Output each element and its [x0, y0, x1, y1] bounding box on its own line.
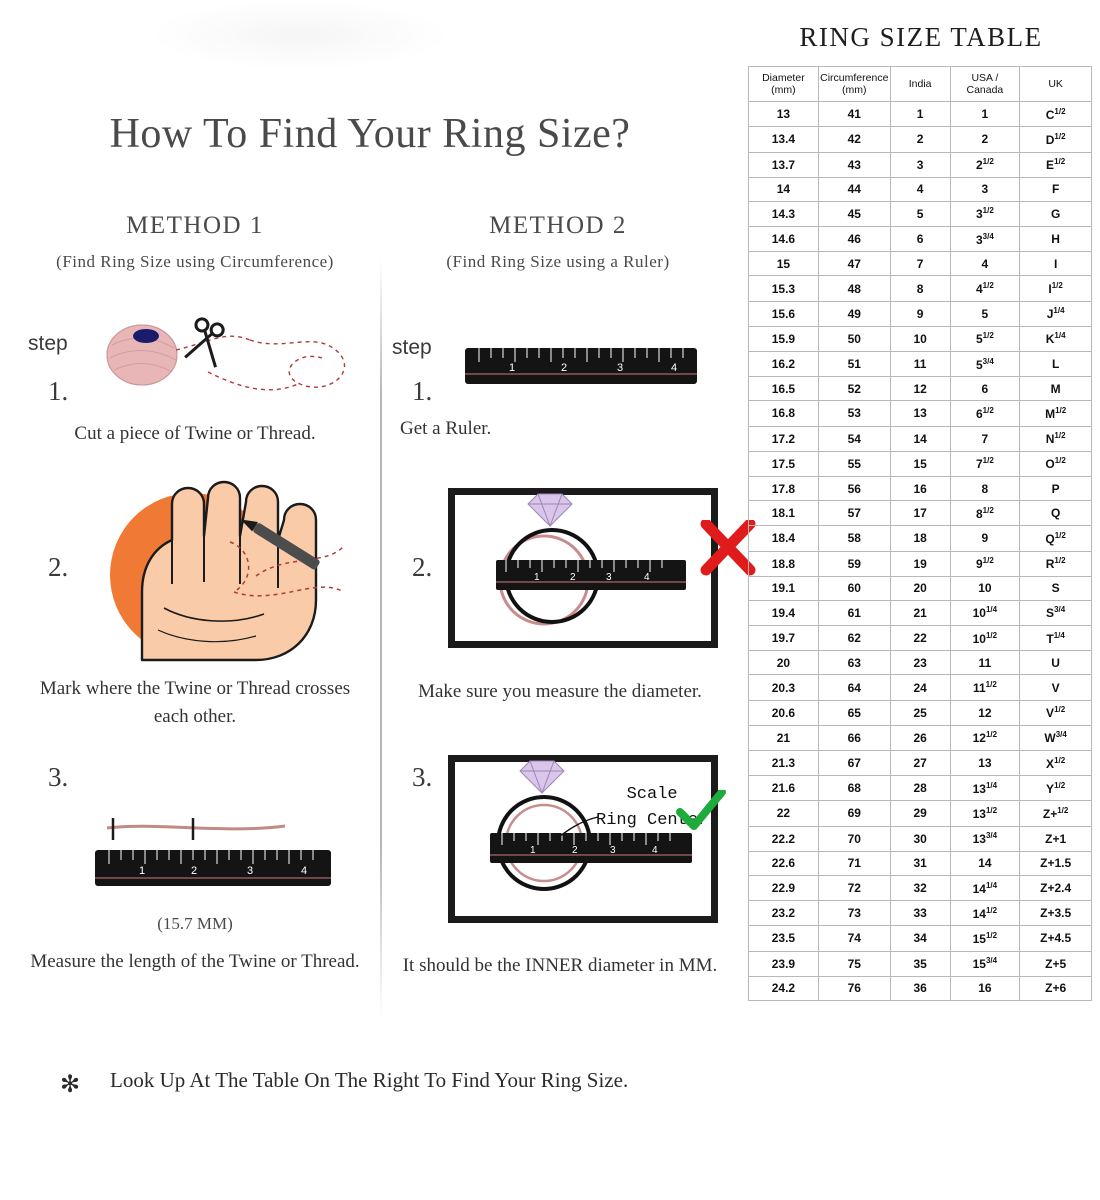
table-cell-1: 20.3: [749, 675, 819, 700]
table-cell-2: 73: [818, 901, 890, 926]
table-cell-4: 12: [950, 700, 1020, 725]
table-body: [749, 102, 1092, 1001]
table-cell-5: $J^{1/4}$: [1020, 301, 1092, 326]
table-cell-2: 49: [818, 301, 890, 326]
table-cell-2: 60: [818, 576, 890, 600]
table-cell-2: 71: [818, 851, 890, 875]
table-column-header-1: Diameter (mm): [749, 67, 819, 102]
table-cell-5: Z+3.5: [1020, 901, 1092, 926]
table-cell-5: Z+$^{1/2}$: [1020, 801, 1092, 826]
table-cell-2: 51: [818, 352, 890, 377]
table-cell-5: $V^{1/2}$: [1020, 700, 1092, 725]
table-cell-5: V: [1020, 675, 1092, 700]
table-row: [749, 675, 1092, 700]
table-cell-4: $8^{1/2}$: [950, 501, 1020, 526]
table-cell-5: S: [1020, 576, 1092, 600]
table-cell-4: 9: [950, 526, 1020, 551]
svg-text:3: 3: [617, 362, 624, 374]
table-row: [749, 725, 1092, 750]
table-cell-5: $K^{1/4}$: [1020, 326, 1092, 351]
svg-text:2: 2: [561, 362, 568, 374]
table-cell-3: 6: [890, 227, 950, 252]
method-1-step-word: step: [28, 332, 68, 355]
table-cell-4: $13^{1/4}$: [950, 776, 1020, 801]
table-cell-5: $O^{1/2}$: [1020, 451, 1092, 476]
table-cell-2: 50: [818, 326, 890, 351]
table-cell-4: $2^{1/2}$: [950, 152, 1020, 177]
table-cell-5: $C^{1/2}$: [1020, 102, 1092, 127]
svg-text:4: 4: [644, 572, 650, 583]
table-cell-4: $6^{1/2}$: [950, 401, 1020, 426]
table-cell-2: 54: [818, 426, 890, 451]
table-cell-2: 67: [818, 751, 890, 776]
incorrect-measurement-diagram: [448, 488, 718, 648]
table-cell-1: 20: [749, 651, 819, 675]
table-row: [749, 451, 1092, 476]
table-row: [749, 501, 1092, 526]
table-cell-4: 7: [950, 426, 1020, 451]
table-cell-2: 68: [818, 776, 890, 801]
method-1-measurement-note: (15.7 MM): [157, 914, 233, 933]
table-cell-2: 56: [818, 476, 890, 500]
svg-text:2: 2: [570, 572, 576, 583]
table-cell-4: 13: [950, 751, 1020, 776]
method-1-title: METHOD 1: [126, 212, 264, 239]
table-cell-4: 2: [950, 127, 1020, 152]
method-1-step-3-number: 3.: [48, 762, 69, 792]
table-cell-4: 16: [950, 976, 1020, 1000]
twine-and-scissors-illustration: [100, 300, 370, 410]
table-cell-4: 6: [950, 377, 1020, 401]
method-2-step-1-caption: Get a Ruler.: [400, 418, 492, 439]
table-cell-2: 61: [818, 600, 890, 625]
table-row: [749, 826, 1092, 851]
table-cell-5: Z+2.4: [1020, 875, 1092, 900]
table-cell-3: 17: [890, 501, 950, 526]
table-cell-4: $10^{1/2}$: [950, 626, 1020, 651]
table-cell-3: 9: [890, 301, 950, 326]
method-1-step-3-caption: Measure the length of the Twine or Thread.: [30, 951, 360, 972]
table-row: [749, 901, 1092, 926]
asterisk-icon: ✻: [60, 1072, 81, 1098]
ring-size-table: [748, 66, 1092, 1001]
table-cell-5: Z+4.5: [1020, 926, 1092, 951]
svg-text:1: 1: [534, 572, 540, 583]
table-row: [749, 526, 1092, 551]
footnote: [60, 1068, 720, 1098]
table-cell-3: 25: [890, 700, 950, 725]
svg-text:4: 4: [652, 845, 658, 856]
table-cell-2: 62: [818, 626, 890, 651]
method-1-subtitle: (Find Ring Size using Circumference): [56, 252, 334, 271]
scale-label-line-1: Scale: [626, 785, 678, 804]
table-cell-5: $R^{1/2}$: [1020, 551, 1092, 576]
table-cell-4: $4^{1/2}$: [950, 276, 1020, 301]
table-cell-5: I: [1020, 252, 1092, 276]
table-cell-2: 42: [818, 127, 890, 152]
table-cell-1: 15.6: [749, 301, 819, 326]
table-cell-3: 27: [890, 751, 950, 776]
correct-check-icon: [676, 790, 726, 834]
table-cell-3: 13: [890, 401, 950, 426]
table-cell-5: P: [1020, 476, 1092, 500]
table-cell-3: 2: [890, 127, 950, 152]
table-cell-1: 19.4: [749, 600, 819, 625]
table-cell-4: 1: [950, 102, 1020, 127]
table-cell-2: 52: [818, 377, 890, 401]
table-cell-2: 69: [818, 801, 890, 826]
table-cell-4: 5: [950, 301, 1020, 326]
table-cell-3: 35: [890, 951, 950, 976]
svg-text:3: 3: [247, 865, 254, 877]
svg-text:1: 1: [509, 362, 516, 374]
table-cell-4: $15^{1/2}$: [950, 926, 1020, 951]
table-cell-4: 4: [950, 252, 1020, 276]
table-cell-4: $5^{3/4}$: [950, 352, 1020, 377]
svg-text:3: 3: [610, 845, 616, 856]
table-row: [749, 301, 1092, 326]
table-row: [749, 102, 1092, 127]
table-cell-3: 19: [890, 551, 950, 576]
table-cell-1: 17.2: [749, 426, 819, 451]
table-cell-3: 23: [890, 651, 950, 675]
table-row: [749, 976, 1092, 1000]
thread-measure-ruler-illustration: [95, 812, 345, 907]
table-row: [749, 252, 1092, 276]
table-row: [749, 651, 1092, 675]
table-cell-1: 14.3: [749, 201, 819, 226]
table-row: [749, 551, 1092, 576]
table-cell-5: $M^{1/2}$: [1020, 401, 1092, 426]
table-cell-2: 70: [818, 826, 890, 851]
table-row: [749, 177, 1092, 201]
table-cell-5: H: [1020, 227, 1092, 252]
table-cell-1: 14: [749, 177, 819, 201]
table-cell-3: 30: [890, 826, 950, 851]
table-cell-4: $15^{3/4}$: [950, 951, 1020, 976]
table-cell-1: 16.5: [749, 377, 819, 401]
table-cell-1: 15.9: [749, 326, 819, 351]
table-cell-2: 53: [818, 401, 890, 426]
table-row: [749, 751, 1092, 776]
table-row: [749, 276, 1092, 301]
svg-text:1: 1: [530, 845, 536, 856]
table-column-header-3: India: [890, 67, 950, 102]
method-2-step-3-caption: It should be the INNER diameter in MM.: [402, 955, 718, 976]
table-row: [749, 401, 1092, 426]
table-cell-2: 59: [818, 551, 890, 576]
table-cell-1: 14.6: [749, 227, 819, 252]
svg-text:3: 3: [606, 572, 612, 583]
table-row: [749, 201, 1092, 226]
table-cell-2: 63: [818, 651, 890, 675]
table-row: [749, 951, 1092, 976]
table-cell-1: 19.7: [749, 626, 819, 651]
table-cell-3: 33: [890, 901, 950, 926]
table-cell-1: 16.2: [749, 352, 819, 377]
table-cell-2: 45: [818, 201, 890, 226]
table-cell-3: 29: [890, 801, 950, 826]
method-2-step-1-number: 1.: [412, 376, 433, 406]
table-cell-3: 15: [890, 451, 950, 476]
table-cell-2: 64: [818, 675, 890, 700]
table-cell-4: $12^{1/2}$: [950, 725, 1020, 750]
table-cell-2: 55: [818, 451, 890, 476]
table-cell-2: 65: [818, 700, 890, 725]
table-cell-5: $N^{1/2}$: [1020, 426, 1092, 451]
table-row: [749, 377, 1092, 401]
table-cell-2: 58: [818, 526, 890, 551]
table-cell-1: 21: [749, 725, 819, 750]
table-cell-1: 17.5: [749, 451, 819, 476]
table-row: [749, 476, 1092, 500]
table-cell-3: 18: [890, 526, 950, 551]
table-cell-4: $7^{1/2}$: [950, 451, 1020, 476]
table-cell-4: 10: [950, 576, 1020, 600]
method-1-step-2-caption: Mark where the Twine or Thread crosses each other.: [39, 678, 351, 727]
ring-size-table-panel: [742, 0, 1100, 1200]
table-row: [749, 326, 1092, 351]
table-cell-5: $Q^{1/2}$: [1020, 526, 1092, 551]
table-cell-5: M: [1020, 377, 1092, 401]
table-cell-3: 34: [890, 926, 950, 951]
correct-measurement-diagram: [448, 755, 718, 923]
table-cell-1: 19.1: [749, 576, 819, 600]
table-cell-1: 18.1: [749, 501, 819, 526]
svg-text:4: 4: [671, 362, 678, 374]
method-2-heading: [378, 212, 738, 272]
method-2-step-2-number: 2.: [412, 552, 433, 582]
table-row: [749, 426, 1092, 451]
table-column-header-4: USA / Canada: [950, 67, 1020, 102]
table-cell-4: $3^{3/4}$: [950, 227, 1020, 252]
table-cell-3: 14: [890, 426, 950, 451]
table-cell-4: $11^{1/2}$: [950, 675, 1020, 700]
table-title: RING SIZE TABLE: [799, 22, 1043, 52]
table-cell-4: $13^{3/4}$: [950, 826, 1020, 851]
table-cell-2: 74: [818, 926, 890, 951]
table-cell-3: 31: [890, 851, 950, 875]
table-cell-3: 22: [890, 626, 950, 651]
table-cell-2: 44: [818, 177, 890, 201]
table-row: [749, 352, 1092, 377]
svg-text:2: 2: [572, 845, 578, 856]
table-cell-2: 48: [818, 276, 890, 301]
table-cell-5: G: [1020, 201, 1092, 226]
table-cell-2: 41: [818, 102, 890, 127]
table-cell-5: $D^{1/2}$: [1020, 127, 1092, 152]
table-cell-4: $10^{1/4}$: [950, 600, 1020, 625]
table-cell-1: 21.6: [749, 776, 819, 801]
svg-text:2: 2: [191, 865, 198, 877]
table-cell-3: 28: [890, 776, 950, 801]
svg-text:1: 1: [139, 865, 146, 877]
table-cell-1: 15.3: [749, 276, 819, 301]
table-row: [749, 851, 1092, 875]
table-cell-1: 13.4: [749, 127, 819, 152]
table-cell-5: Z+6: [1020, 976, 1092, 1000]
table-cell-4: $14^{1/4}$: [950, 875, 1020, 900]
table-row: [749, 776, 1092, 801]
table-cell-3: 32: [890, 875, 950, 900]
table-cell-3: 20: [890, 576, 950, 600]
table-cell-1: 13: [749, 102, 819, 127]
table-cell-3: 4: [890, 177, 950, 201]
method-1-step-1-caption: Cut a piece of Twine or Thread.: [74, 423, 316, 444]
table-cell-1: 20.6: [749, 700, 819, 725]
table-cell-3: 8: [890, 276, 950, 301]
table-cell-5: $E^{1/2}$: [1020, 152, 1092, 177]
method-2-step-3-number: 3.: [412, 762, 433, 792]
table-cell-1: 22.9: [749, 875, 819, 900]
table-cell-1: 15: [749, 252, 819, 276]
method-2-step-word: step: [392, 336, 432, 359]
table-cell-5: L: [1020, 352, 1092, 377]
page-title: How To Find Your Ring Size?: [109, 111, 631, 157]
ruler-illustration: [465, 340, 697, 392]
table-row: [749, 801, 1092, 826]
table-cell-4: 8: [950, 476, 1020, 500]
table-cell-1: 22: [749, 801, 819, 826]
table-cell-5: Z+1: [1020, 826, 1092, 851]
svg-text:4: 4: [301, 865, 308, 877]
table-cell-1: 16.8: [749, 401, 819, 426]
table-cell-5: $I^{1/2}$: [1020, 276, 1092, 301]
table-cell-1: 24.2: [749, 976, 819, 1000]
table-cell-3: 11: [890, 352, 950, 377]
table-row: [749, 700, 1092, 725]
table-cell-5: F: [1020, 177, 1092, 201]
table-cell-5: Q: [1020, 501, 1092, 526]
table-cell-3: 12: [890, 377, 950, 401]
table-cell-2: 43: [818, 152, 890, 177]
table-cell-5: $S^{3/4}$: [1020, 600, 1092, 625]
table-cell-4: 11: [950, 651, 1020, 675]
table-cell-2: 46: [818, 227, 890, 252]
table-header-row: [749, 67, 1092, 102]
table-cell-5: U: [1020, 651, 1092, 675]
table-row: [749, 127, 1092, 152]
hand-with-thread-illustration: [80, 480, 380, 670]
table-cell-4: $5^{1/2}$: [950, 326, 1020, 351]
footnote-text: Look Up At The Table On The Right To Find Your Ring Size.: [110, 1068, 629, 1092]
table-header: [749, 67, 1092, 102]
table-cell-5: $T^{1/4}$: [1020, 626, 1092, 651]
table-cell-1: 22.2: [749, 826, 819, 851]
table-row: [749, 576, 1092, 600]
table-row: [749, 600, 1092, 625]
table-cell-1: 18.4: [749, 526, 819, 551]
scale-label-line-2: Ring Center: [596, 810, 709, 830]
method-1-heading: [10, 212, 380, 272]
method-2-title: METHOD 2: [489, 212, 627, 239]
table-cell-2: 47: [818, 252, 890, 276]
table-cell-1: 22.6: [749, 851, 819, 875]
table-cell-3: 21: [890, 600, 950, 625]
table-cell-2: 75: [818, 951, 890, 976]
table-cell-3: 26: [890, 725, 950, 750]
table-row: [749, 152, 1092, 177]
table-cell-5: $W^{3/4}$: [1020, 725, 1092, 750]
table-cell-4: $9^{1/2}$: [950, 551, 1020, 576]
table-cell-4: 14: [950, 851, 1020, 875]
table-cell-1: 13.7: [749, 152, 819, 177]
table-cell-2: 57: [818, 501, 890, 526]
table-row: [749, 875, 1092, 900]
table-cell-5: Z+5: [1020, 951, 1092, 976]
table-cell-1: 21.3: [749, 751, 819, 776]
method-1-step-1-number: 1.: [48, 376, 69, 406]
table-cell-1: 23.2: [749, 901, 819, 926]
table-cell-4: $14^{1/2}$: [950, 901, 1020, 926]
table-cell-3: 36: [890, 976, 950, 1000]
table-cell-3: 16: [890, 476, 950, 500]
table-row: [749, 227, 1092, 252]
table-cell-2: 76: [818, 976, 890, 1000]
table-cell-3: 7: [890, 252, 950, 276]
table-cell-3: 5: [890, 201, 950, 226]
table-column-header-5: UK: [1020, 67, 1092, 102]
table-cell-2: 72: [818, 875, 890, 900]
table-cell-4: 3: [950, 177, 1020, 201]
table-row: [749, 626, 1092, 651]
table-cell-1: 23.5: [749, 926, 819, 951]
table-row: [749, 926, 1092, 951]
table-column-header-2: Circumference (mm): [818, 67, 890, 102]
table-cell-2: 66: [818, 725, 890, 750]
method-2-step-2-caption: Make sure you measure the diameter.: [418, 681, 702, 702]
table-cell-3: 3: [890, 152, 950, 177]
table-cell-1: 23.9: [749, 951, 819, 976]
table-cell-5: $X^{1/2}$: [1020, 751, 1092, 776]
method-1-step-2-number: 2.: [48, 552, 69, 582]
table-cell-4: $3^{1/2}$: [950, 201, 1020, 226]
vertical-divider: [380, 258, 382, 1018]
table-cell-5: Z+1.5: [1020, 851, 1092, 875]
table-cell-4: $13^{1/2}$: [950, 801, 1020, 826]
table-cell-5: $Y^{1/2}$: [1020, 776, 1092, 801]
method-2-subtitle: (Find Ring Size using a Ruler): [446, 252, 670, 271]
table-cell-3: 1: [890, 102, 950, 127]
table-cell-3: 24: [890, 675, 950, 700]
table-cell-1: 18.8: [749, 551, 819, 576]
table-cell-1: 17.8: [749, 476, 819, 500]
table-cell-3: 10: [890, 326, 950, 351]
